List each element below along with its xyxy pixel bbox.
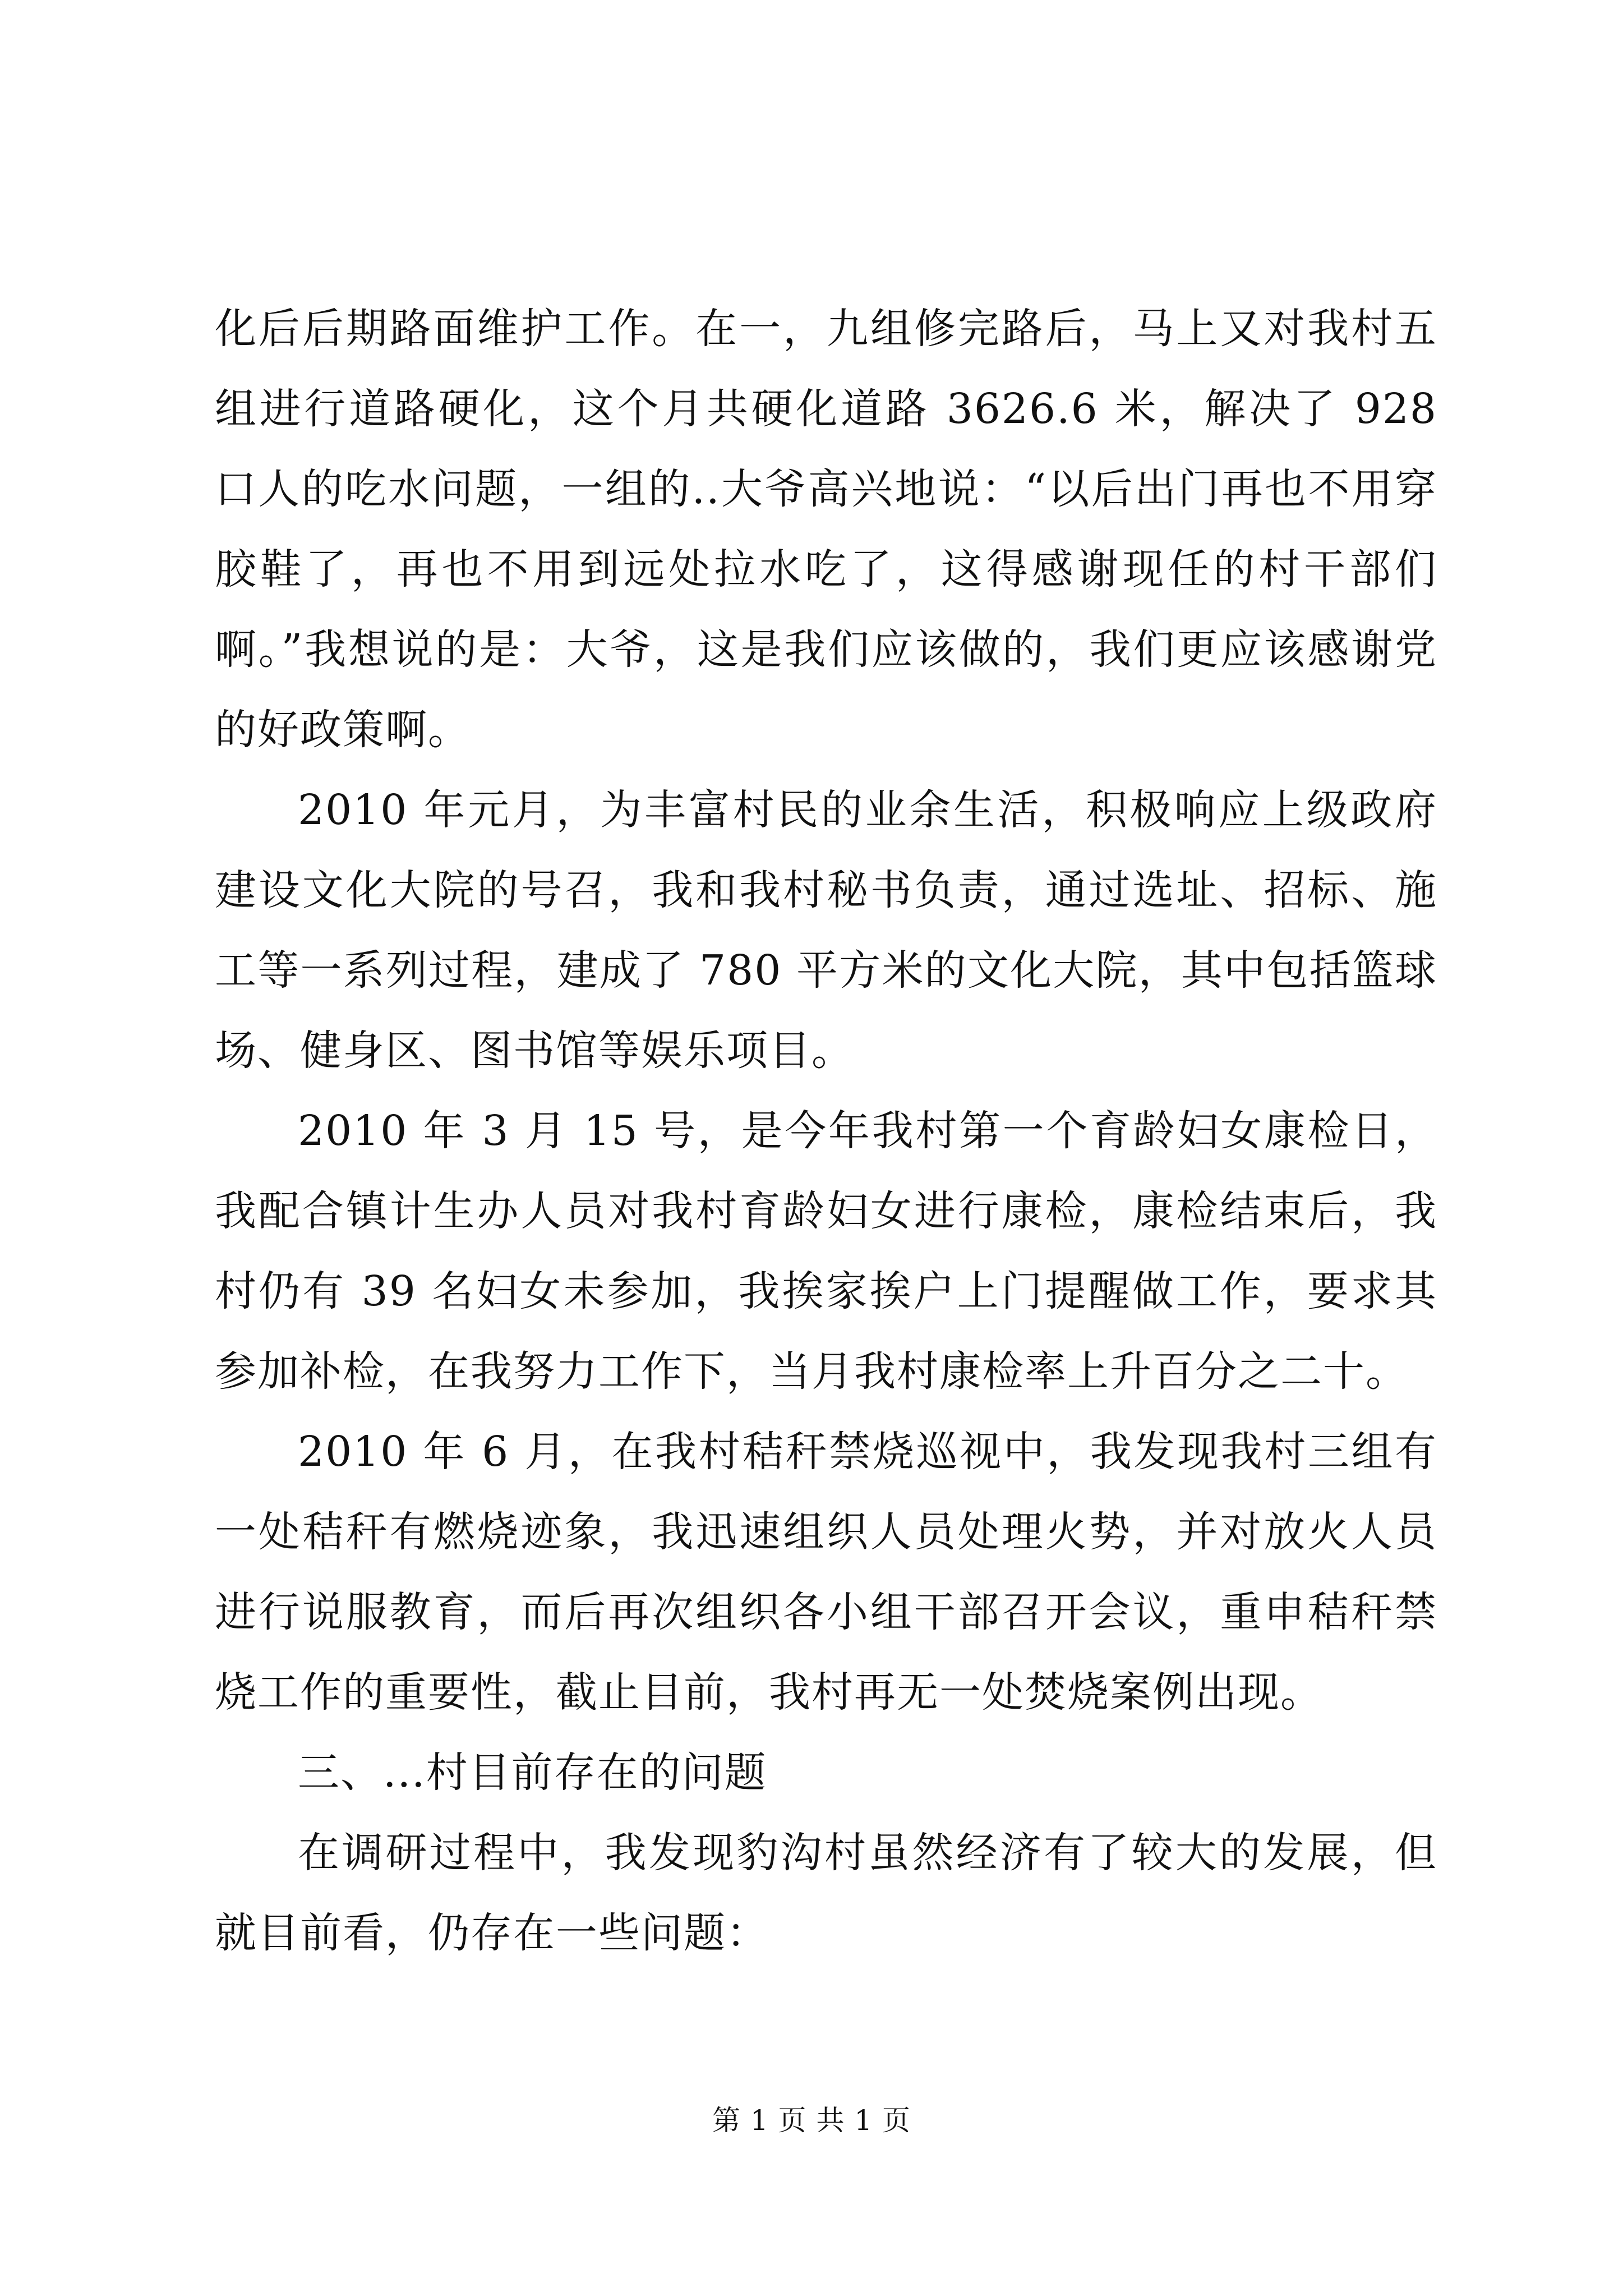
page-footer: 第 1 页 共 1 页 [712,2104,911,2137]
paragraph-research-findings: 在调研过程中，我发现豹沟村虽然经济有了较大的发展，但就目前看，仍存在一些问题： [215,1829,1437,1957]
paragraph-health-check: 2010 年 3 月 15 号，是今年我村第一个育龄妇女康检日，我配合镇计生办人员对我村育龄妇女进行康检，康检结束后，我村仍有 39 名妇女未参加，我挨家挨户上门提醒做工作，要求其参加补检，在我努力工作下，当月我村康检率上升百分之二十。 [215,1107,1437,1396]
section-heading-problems: 三、...村目前存在的问题 [298,1749,767,1797]
document-body [215,289,1437,1973]
paragraph-road-hardening: 化后后期路面维护工作。在一，九组修完路后，马上又对我村五组进行道路硬化，这个月共硬化道路 3626.6 米，解决了 928 口人的吃水问题，一组的..大爷高兴地说：“以后出门再也不用穿胶鞋了，再也不用到远处拉水吃了，这得感谢现任的村干部们啊。”我想说的是：大爷，这是我们应该做的，我们更应该感谢党的好政策啊。 [215,305,1437,754]
paragraph-culture-courtyard: 2010 年元月，为丰富村民的业余生活，积极响应上级政府建设文化大院的号召，我和我村秘书负责，通过选址、招标、施工等一系列过程，建成了 780 平方米的文化大院，其中包括篮球场、健身区、图书馆等娱乐项目。 [215,786,1437,1075]
paragraph-straw-burning: 2010 年 6 月，在我村秸秆禁烧巡视中，我发现我村三组有一处秸秆有燃烧迹象，我迅速组织人员处理火势，并对放火人员进行说服教育，而后再次组织各小组干部召开会议，重申秸秆禁烧工作的重要性，截止目前，我村再无一处焚烧案例出现。 [215,1428,1437,1717]
